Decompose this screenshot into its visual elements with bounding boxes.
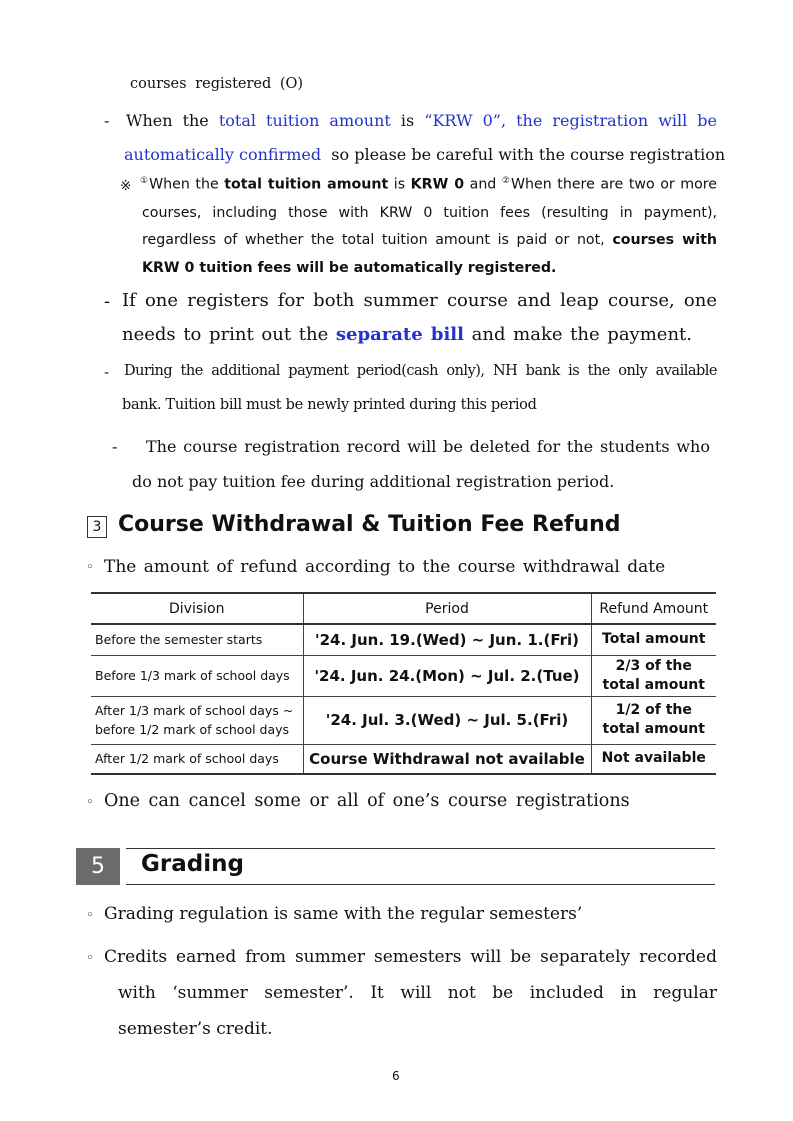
summer-leap-line2: needs to print out the separate bill and make the payment. — [122, 324, 692, 345]
table-row — [91, 696, 716, 744]
table-row — [91, 744, 716, 774]
deleted-record-line2: do not pay tuition fee during additional registration period. — [132, 472, 615, 491]
period-cell: '24. Jun. 19.(Wed) ~ Jun. 1.(Fri) — [303, 624, 591, 655]
additional-payment-line2: bank. Tuition bill must be newly printed during this period — [122, 397, 537, 413]
section-title: Grading — [141, 851, 244, 877]
krw0-note-line2: automatically confirmed so please be careful with the course registration — [124, 145, 726, 164]
refund-table — [91, 592, 716, 775]
footnote-line4: KRW 0 tuition fees will be automatically registered. — [142, 260, 557, 276]
bullet-dash: - — [104, 291, 111, 312]
footnote-line1: ①When the total tuition amount is KRW 0 and ②When there are two or more — [140, 176, 717, 193]
credits-line2: with ‘summer semester’. It will not be included in regular — [118, 983, 717, 1003]
bullet-circle: ◦ — [86, 795, 94, 810]
header-period: Period — [303, 593, 591, 624]
bullet-dash: - — [104, 111, 110, 130]
division-cell: Before 1/3 mark of school days — [91, 655, 303, 696]
bullet-dash: - — [112, 437, 118, 456]
division-cell: After 1/3 mark of school days ~ before 1/2 mark of school days — [91, 696, 303, 744]
header-division: Division — [91, 593, 303, 624]
heading-rule-top — [126, 848, 715, 849]
bullet-circle: ◦ — [86, 951, 94, 966]
deleted-record-line1: The course registration record will be deleted for the students who — [146, 437, 710, 456]
period-cell: '24. Jul. 3.(Wed) ~ Jul. 5.(Fri) — [303, 696, 591, 744]
bullet-circle: ◦ — [86, 560, 94, 575]
table-row — [91, 655, 716, 696]
table-row — [91, 624, 716, 655]
page-number: 6 — [392, 1069, 400, 1083]
continued-text: courses registered (O) — [130, 76, 304, 92]
refund-intro: The amount of refund according to the course withdrawal date — [104, 557, 666, 577]
footnote-line2: courses, including those with KRW 0 tuition fees (resulting in payment), — [142, 205, 717, 221]
krw0-note-line1: When the total tuition amount is “KRW 0”, the registration will be — [126, 111, 718, 130]
division-cell: After 1/2 mark of school days — [91, 744, 303, 774]
amount-cell: Not available — [591, 744, 716, 774]
cancel-note: One can cancel some or all of one’s course registrations — [104, 791, 630, 811]
credits-line1: Credits earned from summer semesters will be separately recorded — [104, 947, 717, 967]
header-refund-amount: Refund Amount — [591, 593, 716, 624]
heading-rule-bottom — [126, 884, 715, 885]
additional-payment-line1: During the additional payment period(cash only), NH bank is the only available — [124, 363, 717, 379]
period-cell: '24. Jun. 24.(Mon) ~ Jul. 2.(Tue) — [303, 655, 591, 696]
period-cell: Course Withdrawal not available — [303, 744, 591, 774]
footnote-line3: regardless of whether the total tuition amount is paid or not, courses with — [142, 232, 717, 248]
amount-cell: Total amount — [591, 624, 716, 655]
amount-cell: 1/2 of the total amount — [591, 696, 716, 744]
reference-mark: ※ — [120, 178, 132, 194]
amount-cell: 2/3 of the total amount — [591, 655, 716, 696]
bullet-dash: - — [104, 363, 110, 381]
bullet-circle: ◦ — [86, 908, 94, 923]
division-cell: Before the semester starts — [91, 624, 303, 655]
section-number-badge: 5 — [76, 848, 120, 885]
grading-regulation: Grading regulation is same with the regular semesters’ — [104, 904, 583, 924]
section-number-box: 3 — [87, 516, 107, 538]
summer-leap-line1: If one registers for both summer course and leap course, one — [122, 290, 717, 311]
section-title: Course Withdrawal & Tuition Fee Refund — [118, 512, 621, 537]
credits-line3: semester’s credit. — [118, 1019, 273, 1039]
